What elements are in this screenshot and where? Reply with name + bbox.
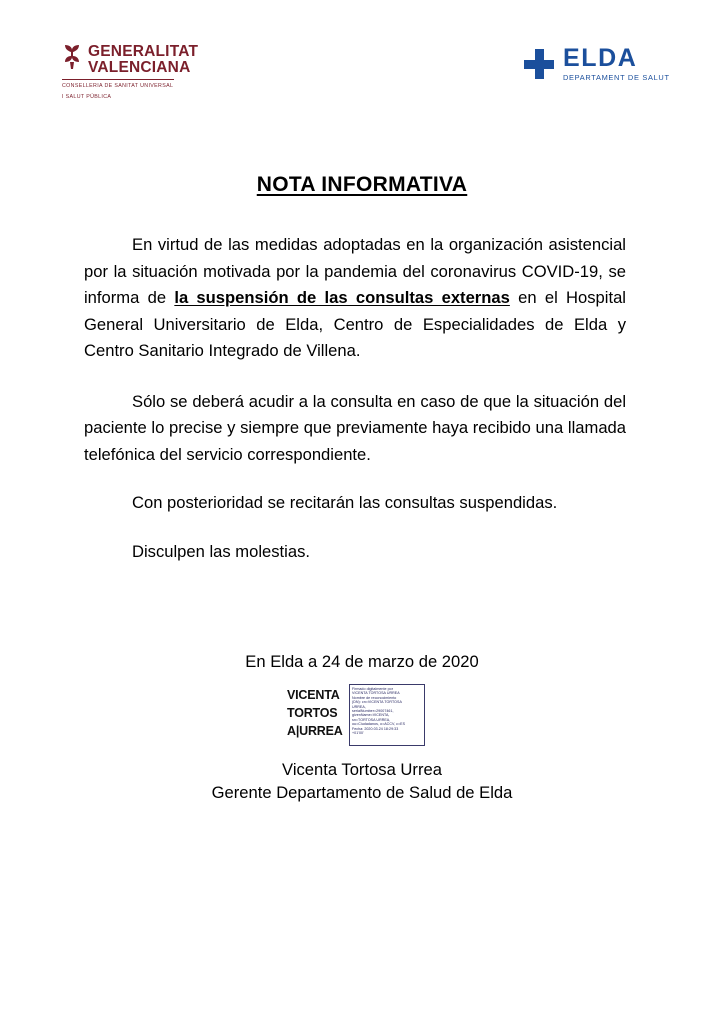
paragraph-suspension-notice xyxy=(84,232,626,365)
signature-stamp-name-line-2: TORTOS xyxy=(287,706,338,720)
gva-logo-line2: VALENCIANA xyxy=(88,58,191,76)
gva-logo-subtitle-line1: CONSELLERIA DE SANITAT UNIVERSAL xyxy=(62,82,174,89)
elda-logo-name: ELDA xyxy=(563,44,638,72)
elda-logo-subtitle: DEPARTAMENT DE SALUT xyxy=(563,73,670,82)
signature-detail-line: Nombre de reconocimiento xyxy=(352,695,397,700)
paragraph-apology: Disculpen las molestias. xyxy=(132,541,310,561)
document-body xyxy=(84,232,626,565)
generalitat-valenciana-crest-icon xyxy=(62,44,82,70)
signature-stamp-name-line-3: A|URREA xyxy=(287,724,343,738)
signer-role: Gerente Departamento de Salud de Elda xyxy=(211,783,513,802)
place-and-date: En Elda a 24 de marzo de 2020 xyxy=(245,652,479,671)
gva-logo-line1: GENERALITAT xyxy=(88,43,199,60)
gva-logo-subtitle-line2: I SALUT PÚBLICA xyxy=(62,93,112,100)
signature-detail-line: givenName=VICENTA, xyxy=(352,713,390,718)
signature-detail-line: Firmado digitalmente por xyxy=(352,687,393,691)
document-header xyxy=(0,36,724,106)
signature-detail-line: URREA, xyxy=(352,704,366,709)
elda-health-department-logo xyxy=(524,46,694,82)
paragraph-attendance-conditions: Sólo se deberá acudir a la consulta en caso de que la situación del paciente lo precise y siempre que previamente haya recibido una llamada telefónica del servicio correspondiente. xyxy=(84,391,626,464)
blue-cross-icon xyxy=(524,49,554,79)
generalitat-valenciana-logo xyxy=(62,44,252,101)
digital-signature-stamp xyxy=(287,684,427,750)
paragraph-rescheduling: Con posterioridad se recitarán las consultas suspendidas. xyxy=(132,493,558,512)
signature-stamp-name xyxy=(287,686,347,740)
signature-stamp-details-box xyxy=(349,684,425,746)
signature-detail-line: (DN): cn=VICENTA TORTOSA xyxy=(352,700,402,705)
signature-detail-line: +01'00' xyxy=(352,731,364,736)
signature-detail-line: serialNumber=29007461, xyxy=(352,709,394,714)
gva-logo-divider xyxy=(62,79,174,80)
paragraph-1-text-before: En virtud de las medidas adoptadas en la organización asistencial por la situación motivada por la pandemia del coronavirus COVID-19, se informa de xyxy=(84,235,626,307)
paragraph-1-text-after: en el Hospital General Universitario de Elda, Centro de Especialidades de Elda y Centro Sanitario Integrado de Villena. xyxy=(84,288,626,360)
signature-detail-line: VICENTA TORTOSA URREA xyxy=(352,691,400,696)
signature-detail-line: Fecha: 2020.03.24 18:29:33 xyxy=(352,726,399,731)
page-title: NOTA INFORMATIVA xyxy=(256,173,468,196)
signer-name: Vicenta Tortosa Urrea xyxy=(282,760,442,779)
signature-stamp-name-line-1: VICENTA xyxy=(287,688,340,702)
paragraph-1-emphasis: la suspensión de las consultas externas xyxy=(174,288,510,307)
signer-block xyxy=(0,758,724,804)
signature-detail-line: sn=TORTOSA URREA, xyxy=(352,717,391,722)
signature-detail-line: ou=Ciudadanos, o=ACCV, c=ES xyxy=(352,722,406,727)
